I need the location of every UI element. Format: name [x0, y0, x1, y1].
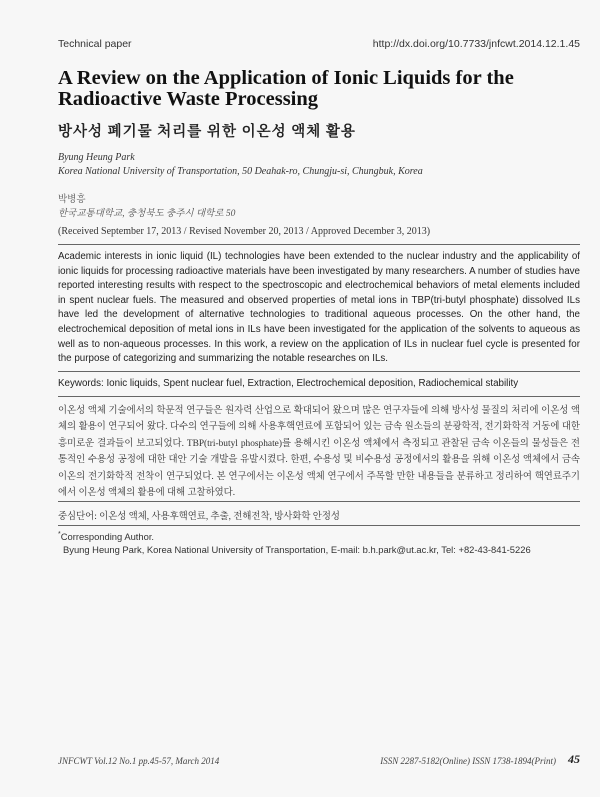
journal-citation: JNFCWT Vol.12 No.1 pp.45-57, March 2014 [58, 756, 220, 766]
divider-top [58, 244, 580, 245]
divider-korean-abstract [58, 501, 580, 502]
corresponding-author-label [58, 531, 154, 542]
paper-type-label: Technical paper [58, 38, 132, 50]
page-number: 45 [568, 752, 580, 766]
asterisk-mark: * [58, 531, 61, 538]
corresponding-label-text: Corresponding Author. [60, 531, 155, 543]
keywords-english: Keywords: Ionic liquids, Spent nuclear fuel, Extraction, Electrochemical deposition, Radiochemical stability [58, 378, 519, 389]
divider-keywords [58, 396, 580, 397]
author-name: Byung Heung Park [58, 152, 135, 163]
abstract-english: Academic interests in ionic liquid (IL) technologies have been extended to the nuclear industry and the applicability of ionic liquids for processing radioactive materials have been investigated by many researchers. A number of studies have reported interesting results with respect to the spectroscopic and electrochemical behaviors of metal elements included in spent nuclear fuels. The measured and observed properties of metal ions in TBP(tri-butyl phosphate) dissolved ILs have led the development of alternative technologies to traditional aqueous processes. On the other hand, the electrochemical deposition of metal ions in ILs have been investigated for the application of the solvents to aqueous as well as to non-aqueous processes. In this work, a review on the application of ILs in nuclear fuel cycle is presented for the purpose of categorizing and summarizing the notable researches on ILs. [58, 251, 580, 365]
issn-info: ISSN 2287-5182(Online) ISSN 1738-1894(Print) [380, 756, 556, 766]
keywords-korean: 중심단어: 이온성 액체, 사용후핵연료, 추출, 전해전착, 방사화학 안정성 [58, 512, 340, 522]
author-affiliation-korean: 한국교통대학교, 충청북도 충주시 대학로 50 [58, 209, 236, 219]
author-affiliation: Korea National University of Transportation, 50 Deahak-ro, Chungju-si, Chungbuk, Korea [58, 166, 423, 177]
doi-link[interactable]: http://dx.doi.org/10.7733/jnfcwt.2014.12.1.45 [372, 38, 580, 50]
divider-abstract [58, 371, 580, 372]
paper-title: A Review on the Application of Ionic Liquids for the Radioactive Waste Processing [58, 67, 514, 110]
paper-title-korean: 방사성 폐기물 처리를 위한 이온성 액체 활용 [58, 124, 356, 140]
corresponding-author-details: Byung Heung Park, Korea National University of Transportation, E-mail: b.h.park@ut.ac.kr, Tel: +82-43-841-5226 [63, 544, 531, 555]
author-name-korean: 박병흥 [58, 195, 86, 205]
abstract-korean: 이온성 액체 기술에서의 학문적 연구들은 원자력 산업으로 확대되어 왔으며 많은 연구자들에 의해 방사성 물질의 처리에 이온성 액체의 활용이 연구되어 왔다. 다수의 연구들에 의해 사용후핵연료에 포함되어 있는 금속 원소들의 분광학적, 전기화학적 거동에 대한 흥미로운 결과들이 보고되었다. TBP(tri-butyl phosphate)를 용해시킨 이온성 액체에서 측정되고 관찰된 금속 이온들의 물성들은 전통적인 수용성 공정에 대한 대안 기술 개발을 유발시켰다. 한편, 수용성 및 비수용성 공정에서의 활용을 위해 이온성 액체에서 금속 이온의 전기화학적 전착이 연구되었다. 본 연구에서는 이온성 액체 연구에서 주목할 만한 내용들을 분류하고 정리하여 핵연료주기에서 이온성 액체의 활용에 대해 고찰하였다. [58, 406, 580, 499]
submission-dates: (Received September 17, 2013 / Revised November 20, 2013 / Approved December 3, 2013) [58, 226, 431, 237]
divider-korean-keywords [58, 525, 580, 526]
